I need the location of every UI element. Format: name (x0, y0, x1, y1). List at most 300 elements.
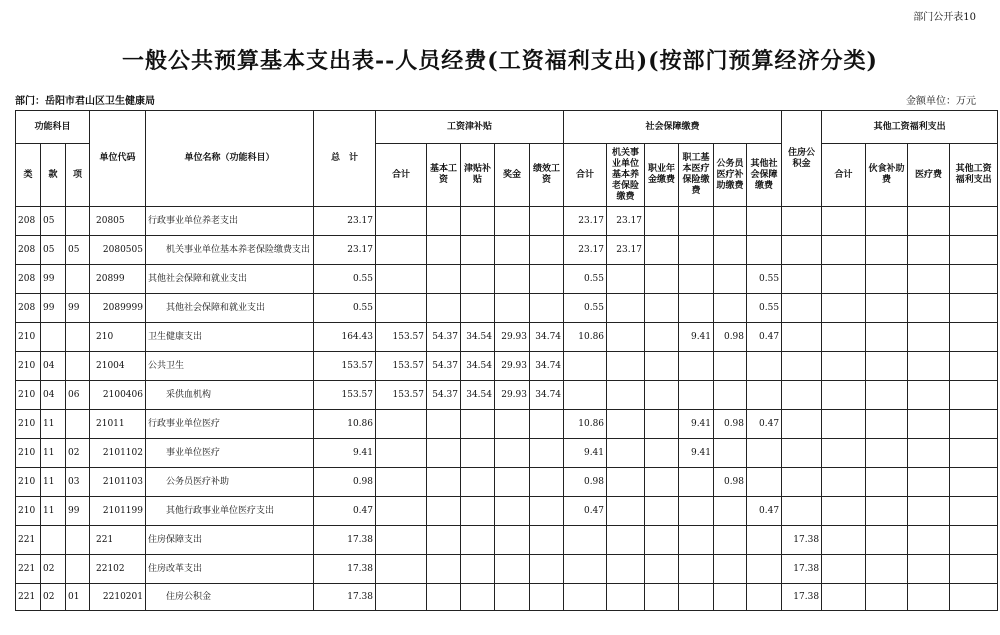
cell-other-welfare (950, 265, 998, 294)
cell-housing-fund (782, 352, 822, 381)
cell-total: 17.38 (314, 555, 376, 584)
cell-other-welfare (950, 207, 998, 236)
cell-occupational-annuity (645, 381, 679, 410)
cell-lei: 208 (16, 265, 41, 294)
cell-social-total: 0.55 (564, 265, 607, 294)
cell-medical-fee (908, 555, 950, 584)
cell-occupational-annuity (645, 294, 679, 323)
cell-other-welfare (950, 410, 998, 439)
cell-kuan: 04 (41, 381, 66, 410)
cell-performance-pay (530, 236, 564, 265)
cell-medical-fee (908, 352, 950, 381)
cell-other-social (747, 352, 782, 381)
cell-xiang (66, 410, 90, 439)
cell-name: 住房改革支出 (146, 555, 314, 584)
cell-total: 0.55 (314, 294, 376, 323)
cell-meal-subsidy (866, 323, 908, 352)
cell-other-social: 0.47 (747, 323, 782, 352)
cell-meal-subsidy (866, 497, 908, 526)
cell-other-social (747, 555, 782, 584)
cell-other-social (747, 381, 782, 410)
cell-occupational-annuity (645, 265, 679, 294)
cell-basic-salary (427, 410, 461, 439)
cell-meal-subsidy (866, 526, 908, 555)
cell-performance-pay (530, 294, 564, 323)
cell-occupational-annuity (645, 526, 679, 555)
cell-code: 21004 (90, 352, 146, 381)
header-medical-fee: 医疗费 (908, 144, 950, 207)
header-social-group: 社会保障缴费 (564, 111, 782, 144)
cell-lei: 221 (16, 555, 41, 584)
cell-kuan: 11 (41, 439, 66, 468)
cell-occupational-annuity (645, 207, 679, 236)
cell-medical-fee (908, 294, 950, 323)
cell-salary-total (376, 468, 427, 497)
cell-total: 153.57 (314, 352, 376, 381)
cell-xiang: 99 (66, 497, 90, 526)
cell-medical-insurance (679, 584, 714, 611)
cell-basic-salary (427, 294, 461, 323)
cell-performance-pay (530, 526, 564, 555)
cell-basic-salary (427, 468, 461, 497)
cell-medical-insurance (679, 265, 714, 294)
cell-basic-salary (427, 439, 461, 468)
cell-basic-salary (427, 555, 461, 584)
cell-housing-fund: 17.38 (782, 555, 822, 584)
cell-other-welfare (950, 555, 998, 584)
cell-performance-pay (530, 555, 564, 584)
cell-occupational-annuity (645, 497, 679, 526)
cell-kuan: 04 (41, 352, 66, 381)
cell-performance-pay (530, 497, 564, 526)
cell-salary-total (376, 207, 427, 236)
table-row (16, 236, 998, 265)
table-row (16, 294, 998, 323)
cell-code: 221 (90, 526, 146, 555)
cell-basic-salary (427, 584, 461, 611)
cell-kuan: 11 (41, 497, 66, 526)
cell-kuan: 11 (41, 468, 66, 497)
cell-other-welfare (950, 352, 998, 381)
cell-pension-insurance (607, 555, 645, 584)
cell-name: 其他社会保障和就业支出 (146, 265, 314, 294)
header-other-welfare: 其他工资福利支出 (950, 144, 998, 207)
cell-medical-fee (908, 323, 950, 352)
cell-code: 20805 (90, 207, 146, 236)
cell-allowance (461, 526, 495, 555)
cell-lei: 210 (16, 468, 41, 497)
cell-housing-fund: 17.38 (782, 584, 822, 611)
cell-other-total (822, 323, 866, 352)
cell-medical-insurance (679, 468, 714, 497)
cell-social-total: 0.47 (564, 497, 607, 526)
cell-kuan: 02 (41, 584, 66, 611)
cell-occupational-annuity (645, 584, 679, 611)
cell-other-social (747, 526, 782, 555)
cell-kuan (41, 323, 66, 352)
cell-other-total (822, 410, 866, 439)
cell-performance-pay: 34.74 (530, 352, 564, 381)
cell-basic-salary (427, 526, 461, 555)
cell-salary-total (376, 439, 427, 468)
cell-medical-insurance (679, 294, 714, 323)
cell-name: 其他行政事业单位医疗支出 (146, 497, 314, 526)
cell-salary-total: 153.57 (376, 352, 427, 381)
header-medical-insurance: 职工基本医疗保险缴费 (679, 144, 714, 207)
header-civil-medical-subsidy: 公务员医疗补助缴费 (714, 144, 747, 207)
cell-meal-subsidy (866, 381, 908, 410)
cell-civil-medical-subsidy (714, 555, 747, 584)
cell-xiang: 06 (66, 381, 90, 410)
cell-basic-salary (427, 497, 461, 526)
cell-housing-fund (782, 439, 822, 468)
cell-civil-medical-subsidy (714, 207, 747, 236)
cell-housing-fund (782, 265, 822, 294)
cell-medical-fee (908, 410, 950, 439)
cell-other-total (822, 265, 866, 294)
cell-performance-pay (530, 410, 564, 439)
cell-lei: 208 (16, 207, 41, 236)
cell-total: 164.43 (314, 323, 376, 352)
cell-other-social (747, 236, 782, 265)
cell-name: 其他社会保障和就业支出 (146, 294, 314, 323)
table-row (16, 555, 998, 584)
cell-total: 0.55 (314, 265, 376, 294)
cell-medical-insurance: 9.41 (679, 323, 714, 352)
cell-pension-insurance (607, 323, 645, 352)
cell-meal-subsidy (866, 236, 908, 265)
cell-allowance (461, 468, 495, 497)
cell-other-total (822, 236, 866, 265)
cell-allowance: 34.54 (461, 323, 495, 352)
cell-salary-total (376, 294, 427, 323)
cell-lei: 210 (16, 323, 41, 352)
cell-other-social: 0.55 (747, 294, 782, 323)
cell-civil-medical-subsidy (714, 439, 747, 468)
cell-xiang (66, 323, 90, 352)
cell-basic-salary (427, 207, 461, 236)
cell-salary-total (376, 236, 427, 265)
cell-social-total (564, 352, 607, 381)
table-row (16, 381, 998, 410)
cell-total: 23.17 (314, 236, 376, 265)
cell-performance-pay (530, 265, 564, 294)
cell-civil-medical-subsidy: 0.98 (714, 468, 747, 497)
header-allowance: 津贴补贴 (461, 144, 495, 207)
cell-medical-fee (908, 526, 950, 555)
form-number: 部门公开表10 (913, 12, 976, 23)
cell-basic-salary (427, 265, 461, 294)
cell-pension-insurance (607, 410, 645, 439)
header-housing-fund: 住房公积金 (782, 111, 822, 207)
cell-meal-subsidy (866, 265, 908, 294)
cell-performance-pay (530, 207, 564, 236)
cell-name: 采供血机构 (146, 381, 314, 410)
cell-social-total: 23.17 (564, 207, 607, 236)
cell-total: 10.86 (314, 410, 376, 439)
cell-basic-salary (427, 236, 461, 265)
cell-pension-insurance: 23.17 (607, 207, 645, 236)
cell-other-total (822, 584, 866, 611)
table-row (16, 207, 998, 236)
cell-other-social (747, 468, 782, 497)
cell-bonus (495, 294, 530, 323)
cell-medical-fee (908, 439, 950, 468)
header-salary-total: 合计 (376, 144, 427, 207)
cell-allowance (461, 236, 495, 265)
cell-other-welfare (950, 294, 998, 323)
cell-bonus: 29.93 (495, 381, 530, 410)
cell-performance-pay (530, 584, 564, 611)
cell-social-total: 23.17 (564, 236, 607, 265)
cell-kuan: 99 (41, 294, 66, 323)
cell-occupational-annuity (645, 352, 679, 381)
cell-xiang: 05 (66, 236, 90, 265)
cell-xiang (66, 265, 90, 294)
cell-name: 公务员医疗补助 (146, 468, 314, 497)
cell-total: 0.98 (314, 468, 376, 497)
cell-pension-insurance: 23.17 (607, 236, 645, 265)
cell-other-social (747, 439, 782, 468)
cell-medical-insurance (679, 555, 714, 584)
cell-housing-fund (782, 468, 822, 497)
header-salary-group: 工资津补贴 (376, 111, 564, 144)
cell-meal-subsidy (866, 584, 908, 611)
cell-housing-fund (782, 323, 822, 352)
cell-medical-insurance: 9.41 (679, 439, 714, 468)
cell-civil-medical-subsidy: 0.98 (714, 323, 747, 352)
cell-code: 2210201 (90, 584, 146, 611)
cell-total: 17.38 (314, 526, 376, 555)
cell-civil-medical-subsidy (714, 584, 747, 611)
cell-civil-medical-subsidy (714, 294, 747, 323)
cell-civil-medical-subsidy (714, 352, 747, 381)
cell-pension-insurance (607, 381, 645, 410)
cell-other-welfare (950, 323, 998, 352)
cell-bonus (495, 439, 530, 468)
cell-salary-total (376, 265, 427, 294)
cell-allowance (461, 584, 495, 611)
cell-bonus (495, 236, 530, 265)
cell-name: 卫生健康支出 (146, 323, 314, 352)
page-title: 一般公共预算基本支出表--人员经费(工资福利支出)(按部门预算经济分类) (122, 48, 878, 74)
cell-occupational-annuity (645, 468, 679, 497)
cell-name: 事业单位医疗 (146, 439, 314, 468)
table-row (16, 352, 998, 381)
cell-pension-insurance (607, 352, 645, 381)
cell-bonus: 29.93 (495, 352, 530, 381)
header-meal-subsidy: 伙食补助费 (866, 144, 908, 207)
cell-xiang: 99 (66, 294, 90, 323)
cell-bonus (495, 265, 530, 294)
cell-meal-subsidy (866, 555, 908, 584)
cell-name: 住房保障支出 (146, 526, 314, 555)
amount-unit-label: 金额单位：万元 (906, 96, 976, 107)
cell-salary-total (376, 526, 427, 555)
cell-total: 17.38 (314, 584, 376, 611)
cell-code: 21011 (90, 410, 146, 439)
header-other-group: 其他工资福利支出 (822, 111, 998, 144)
cell-other-social (747, 207, 782, 236)
cell-code: 2080505 (90, 236, 146, 265)
table-row (16, 526, 998, 555)
header-unit-code: 单位代码 (90, 111, 146, 207)
budget-table (15, 110, 998, 611)
cell-pension-insurance (607, 584, 645, 611)
header-other-total: 合计 (822, 144, 866, 207)
cell-code: 2101199 (90, 497, 146, 526)
cell-xiang: 03 (66, 468, 90, 497)
cell-occupational-annuity (645, 236, 679, 265)
cell-social-total (564, 526, 607, 555)
cell-meal-subsidy (866, 207, 908, 236)
cell-pension-insurance (607, 439, 645, 468)
cell-social-total (564, 555, 607, 584)
cell-occupational-annuity (645, 555, 679, 584)
cell-other-total (822, 497, 866, 526)
cell-performance-pay (530, 439, 564, 468)
cell-other-total (822, 526, 866, 555)
cell-medical-insurance (679, 497, 714, 526)
table-row (16, 265, 998, 294)
cell-housing-fund (782, 207, 822, 236)
cell-lei: 208 (16, 294, 41, 323)
cell-name: 行政事业单位养老支出 (146, 207, 314, 236)
cell-bonus (495, 468, 530, 497)
header-func-subject: 功能科目 (16, 111, 90, 144)
header-total: 总 计 (314, 111, 376, 207)
cell-kuan: 02 (41, 555, 66, 584)
cell-other-total (822, 439, 866, 468)
cell-lei: 221 (16, 584, 41, 611)
cell-other-welfare (950, 381, 998, 410)
cell-occupational-annuity (645, 410, 679, 439)
table-row (16, 323, 998, 352)
cell-meal-subsidy (866, 294, 908, 323)
cell-other-total (822, 207, 866, 236)
cell-allowance (461, 410, 495, 439)
cell-kuan (41, 526, 66, 555)
cell-meal-subsidy (866, 410, 908, 439)
cell-allowance (461, 207, 495, 236)
cell-other-welfare (950, 468, 998, 497)
table-row (16, 410, 998, 439)
cell-bonus (495, 497, 530, 526)
cell-other-welfare (950, 497, 998, 526)
cell-other-total (822, 555, 866, 584)
cell-pension-insurance (607, 265, 645, 294)
cell-civil-medical-subsidy (714, 236, 747, 265)
cell-other-total (822, 468, 866, 497)
cell-kuan: 11 (41, 410, 66, 439)
header-bonus: 奖金 (495, 144, 530, 207)
cell-xiang (66, 207, 90, 236)
cell-salary-total (376, 584, 427, 611)
cell-medical-fee (908, 207, 950, 236)
cell-lei: 210 (16, 410, 41, 439)
cell-civil-medical-subsidy (714, 265, 747, 294)
cell-allowance: 34.54 (461, 352, 495, 381)
cell-housing-fund (782, 381, 822, 410)
cell-other-welfare (950, 526, 998, 555)
cell-social-total: 9.41 (564, 439, 607, 468)
header-kuan: 款 (41, 144, 66, 207)
cell-social-total: 10.86 (564, 410, 607, 439)
cell-salary-total: 153.57 (376, 381, 427, 410)
cell-code: 22102 (90, 555, 146, 584)
cell-basic-salary: 54.37 (427, 323, 461, 352)
cell-code: 2101102 (90, 439, 146, 468)
cell-bonus (495, 526, 530, 555)
cell-meal-subsidy (866, 352, 908, 381)
cell-salary-total (376, 555, 427, 584)
cell-occupational-annuity (645, 323, 679, 352)
cell-medical-insurance (679, 381, 714, 410)
table-row (16, 468, 998, 497)
table-body (16, 207, 998, 611)
cell-lei: 210 (16, 381, 41, 410)
header-lei: 类 (16, 144, 41, 207)
cell-performance-pay (530, 468, 564, 497)
cell-social-total: 0.55 (564, 294, 607, 323)
cell-housing-fund (782, 497, 822, 526)
cell-housing-fund: 17.38 (782, 526, 822, 555)
header-occupational-annuity: 职业年金缴费 (645, 144, 679, 207)
cell-medical-fee (908, 584, 950, 611)
cell-medical-insurance (679, 207, 714, 236)
cell-code: 2089999 (90, 294, 146, 323)
cell-civil-medical-subsidy (714, 497, 747, 526)
header-pension-insurance: 机关事业单位基本养老保险缴费 (607, 144, 645, 207)
cell-bonus (495, 410, 530, 439)
cell-bonus (495, 207, 530, 236)
cell-other-welfare (950, 439, 998, 468)
table-row (16, 584, 998, 611)
header-xiang: 项 (66, 144, 90, 207)
cell-kuan: 99 (41, 265, 66, 294)
cell-pension-insurance (607, 468, 645, 497)
cell-lei: 210 (16, 439, 41, 468)
header-social-total: 合计 (564, 144, 607, 207)
cell-medical-fee (908, 236, 950, 265)
cell-pension-insurance (607, 497, 645, 526)
cell-social-total: 0.98 (564, 468, 607, 497)
cell-bonus (495, 555, 530, 584)
cell-allowance (461, 555, 495, 584)
cell-lei: 210 (16, 352, 41, 381)
cell-social-total (564, 381, 607, 410)
header-other-social: 其他社会保障缴费 (747, 144, 782, 207)
table-row (16, 439, 998, 468)
cell-name: 机关事业单位基本养老保险缴费支出 (146, 236, 314, 265)
cell-total: 0.47 (314, 497, 376, 526)
cell-housing-fund (782, 410, 822, 439)
cell-lei: 221 (16, 526, 41, 555)
cell-allowance (461, 294, 495, 323)
cell-medical-insurance: 9.41 (679, 410, 714, 439)
cell-medical-insurance (679, 352, 714, 381)
cell-other-social (747, 584, 782, 611)
cell-medical-fee (908, 468, 950, 497)
cell-performance-pay: 34.74 (530, 381, 564, 410)
cell-salary-total (376, 497, 427, 526)
header-unit-name: 单位名称（功能科目） (146, 111, 314, 207)
cell-medical-insurance (679, 526, 714, 555)
cell-other-social: 0.55 (747, 265, 782, 294)
cell-pension-insurance (607, 294, 645, 323)
cell-meal-subsidy (866, 439, 908, 468)
cell-other-total (822, 294, 866, 323)
